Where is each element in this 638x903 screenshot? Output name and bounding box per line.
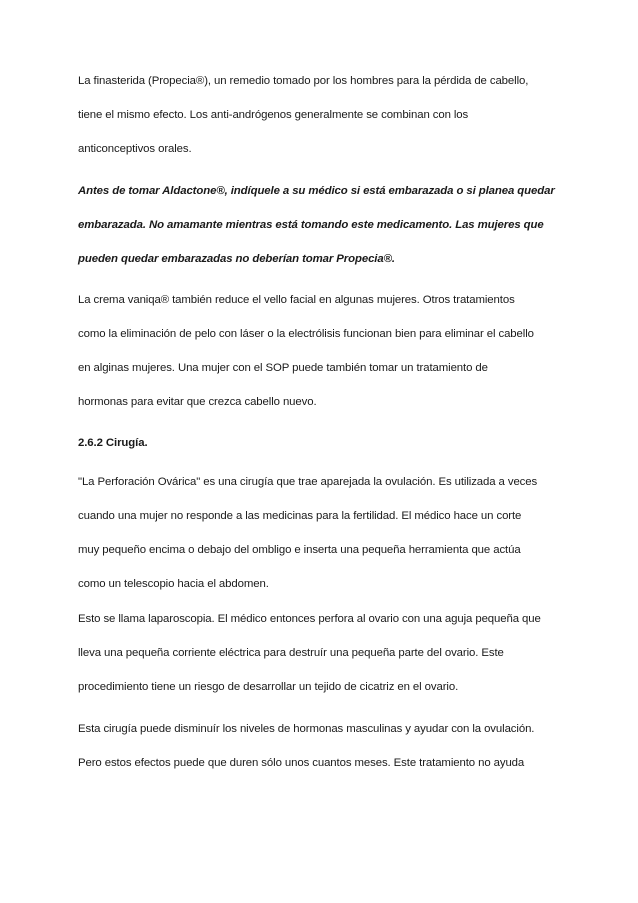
text-line: "La Perforación Ovárica" es una cirugía que trae aparejada la ovulación. Es utilizada a veces — [78, 476, 538, 488]
paragraph-vaniqa — [78, 293, 568, 429]
paragraph-efectos — [78, 722, 568, 790]
text-line: hormonas para evitar que crezca cabello nuevo. — [78, 396, 317, 408]
text-line: en alginas mujeres. Una mujer con el SOP puede también tomar un tratamiento de — [78, 362, 488, 374]
text-line: La finasterida (Propecia®), un remedio tomado por los hombres para la pérdida de cabello, — [78, 75, 529, 87]
text-line: Esto se llama laparoscopia. El médico entonces perfora al ovario con una aguja pequeña que — [78, 613, 541, 625]
text-line: como la eliminación de pelo con láser o la electrólisis funcionan bien para eliminar el cabello — [78, 328, 534, 340]
text-line: procedimiento tiene un riesgo de desarrollar un tejido de cicatriz en el ovario. — [78, 681, 459, 693]
paragraph-warning — [78, 184, 568, 286]
text-line: La crema vaniqa® también reduce el vello facial en algunas mujeres. Otros tratamientos — [78, 294, 515, 306]
text-line: lleva una pequeña corriente eléctrica para destruír una pequeña parte del ovario. Este — [78, 647, 504, 659]
text-line: como un telescopio hacia el abdomen. — [78, 578, 269, 590]
text-line: Pero estos efectos puede que duren sólo unos cuantos meses. Este tratamiento no ayuda — [78, 757, 525, 769]
text-line: Antes de tomar Aldactone®, indíquele a su médico si está embarazada o si planea quedar — [78, 185, 555, 197]
text-line: tiene el mismo efecto. Los anti-andrógenos generalmente se combinan con los — [78, 109, 469, 121]
heading-text: 2.6.2 Cirugía. — [78, 437, 148, 449]
text-line: embarazada. No amamante mientras está tomando este medicamento. Las mujeres que — [78, 219, 544, 231]
text-line: cuando una mujer no responde a las medicinas para la fertilidad. El médico hace un corte — [78, 510, 522, 522]
text-line: anticonceptivos orales. — [78, 143, 192, 155]
text-line: pueden quedar embarazadas no deberían tomar Propecia®. — [78, 253, 395, 265]
section-heading — [78, 436, 568, 470]
paragraph-laparoscopia — [78, 612, 568, 714]
paragraph-finasterida — [78, 74, 568, 176]
paragraph-perforacion — [78, 475, 568, 611]
text-line: Esta cirugía puede disminuír los niveles de hormonas masculinas y ayudar con la ovulación. — [78, 723, 535, 735]
text-line: muy pequeño encima o debajo del ombligo e inserta una pequeña herramienta que actúa — [78, 544, 521, 556]
